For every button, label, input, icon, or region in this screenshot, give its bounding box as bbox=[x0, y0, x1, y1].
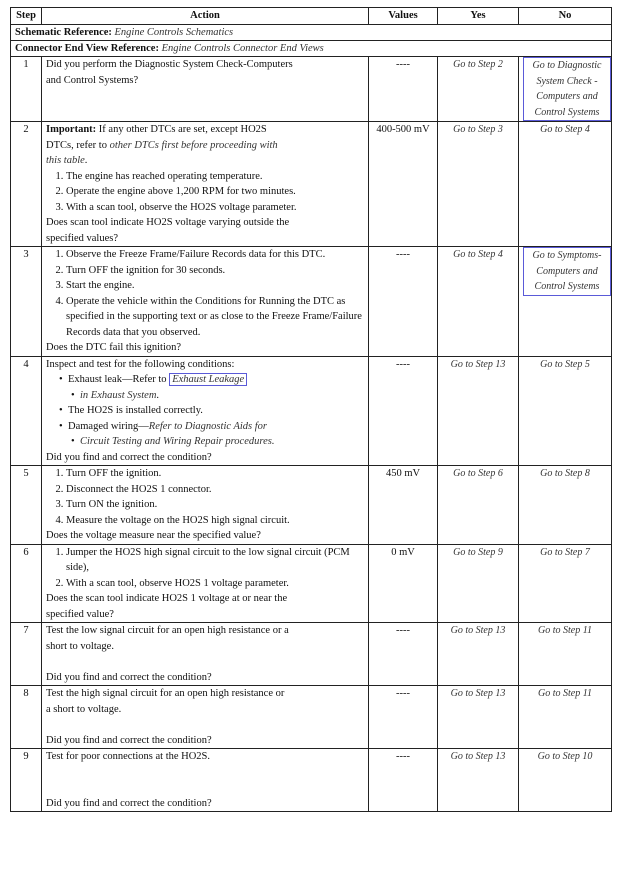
no-goto-link[interactable]: Go to Step 7 bbox=[540, 546, 590, 558]
no-goto-link[interactable]: Go to Step 8 bbox=[540, 468, 590, 479]
no-cell bbox=[519, 686, 612, 749]
step-row-3 bbox=[11, 247, 612, 357]
yes-goto-link[interactable]: Go to Step 2 bbox=[453, 59, 503, 70]
intro-line: Inspect and test for the following conditions: bbox=[46, 358, 235, 370]
question-line: specified value? bbox=[46, 608, 114, 620]
schematic-reference-link[interactable]: Engine Controls Schematics bbox=[114, 27, 234, 38]
important-italic: this table bbox=[46, 155, 85, 166]
procedure-list bbox=[46, 247, 364, 340]
yes-goto-link[interactable]: Go to Step 9 bbox=[453, 546, 503, 558]
no-cell bbox=[519, 749, 612, 812]
question-line: Did you find and correct the condition? bbox=[46, 451, 212, 463]
yes-cell bbox=[438, 686, 519, 749]
test-line: Test the low signal circuit for an open high resistance or a bbox=[46, 625, 289, 636]
no-cell bbox=[519, 466, 612, 545]
step-action bbox=[42, 544, 369, 623]
question-line: specified values? bbox=[46, 232, 119, 244]
procedure-item: 1. Observe the Freeze Frame/Failure Records data for this DTC. bbox=[66, 247, 364, 263]
important-text: If any other DTCs are set, except HO2S bbox=[98, 124, 267, 135]
no-goto-link[interactable]: Go to Diagnostic System Check - Computers and Control Systems bbox=[523, 57, 611, 121]
step-row-9 bbox=[11, 749, 612, 812]
question-line: Did you find and correct the condition? bbox=[46, 671, 212, 683]
header-values: Values bbox=[369, 8, 438, 25]
schematic-reference-row bbox=[11, 25, 612, 41]
no-goto-link[interactable]: Go to Step 10 bbox=[537, 751, 593, 762]
step-action bbox=[42, 623, 369, 686]
diagnostic-table bbox=[10, 7, 612, 812]
condition-text: Exhaust leak—Refer to bbox=[68, 374, 167, 385]
step-row-6 bbox=[11, 544, 612, 623]
header-row bbox=[11, 8, 612, 25]
step-value: ---- bbox=[369, 356, 438, 466]
important-text: DTCs, refer to bbox=[46, 139, 107, 151]
condition-list bbox=[46, 372, 364, 450]
connector-reference-label: Connector End View Reference: bbox=[15, 43, 159, 54]
test-line: Test for poor connections at the HO2S. bbox=[46, 751, 211, 762]
step-row-4 bbox=[11, 356, 612, 466]
step-row-7 bbox=[11, 623, 612, 686]
yes-cell bbox=[438, 247, 519, 357]
step-action bbox=[42, 247, 369, 357]
yes-goto-link[interactable]: Go to Step 3 bbox=[453, 124, 503, 135]
procedure-list bbox=[46, 169, 364, 216]
step-action bbox=[42, 57, 369, 122]
step-number: 6 bbox=[11, 544, 42, 623]
step-number: 9 bbox=[11, 749, 42, 812]
condition-dot: . bbox=[156, 389, 160, 401]
procedure-item: 2. Turn OFF the ignition for 30 seconds. bbox=[66, 263, 364, 279]
no-goto-link[interactable]: Go to Step 11 bbox=[538, 625, 592, 636]
schematic-reference-label: Schematic Reference: bbox=[15, 27, 112, 38]
no-cell bbox=[519, 247, 612, 357]
condition-continuation bbox=[68, 388, 364, 404]
important-note-line bbox=[46, 138, 364, 154]
important-dot: . bbox=[84, 155, 88, 166]
procedure-list bbox=[46, 466, 364, 528]
exhaust-system-link[interactable]: in Exhaust System bbox=[80, 389, 157, 401]
condition-italic: Circuit Testing and Wiring Repair procedures. bbox=[80, 436, 275, 447]
important-note bbox=[46, 122, 364, 138]
step-value: 0 mV bbox=[369, 544, 438, 623]
no-cell bbox=[519, 57, 612, 122]
yes-cell bbox=[438, 356, 519, 466]
test-line: Test the high signal circuit for an open high resistance or bbox=[46, 688, 285, 699]
procedure-item: 1. Jumper the HO2S high signal circuit to the low signal circuit (PCM side), bbox=[66, 545, 364, 576]
procedure-item: 1. The engine has reached operating temperature. bbox=[66, 169, 364, 185]
condition-item: • The HO2S is installed correctly. bbox=[68, 403, 364, 419]
question-line: Does the scan tool indicate HO2S 1 voltage at or near the bbox=[46, 593, 288, 604]
procedure-item: 3. With a scan tool, observe the HO2S voltage parameter. bbox=[66, 200, 364, 216]
no-goto-link[interactable]: Go to Step 4 bbox=[540, 124, 590, 135]
yes-goto-link[interactable]: Go to Step 13 bbox=[450, 751, 506, 762]
yes-cell bbox=[438, 623, 519, 686]
header-step: Step bbox=[11, 8, 42, 25]
question-line: Did you find and correct the condition? bbox=[46, 797, 212, 809]
step-action bbox=[42, 749, 369, 812]
no-cell bbox=[519, 544, 612, 623]
procedure-item: 2. With a scan tool, observe HO2S 1 voltage parameter. bbox=[66, 576, 364, 592]
step-number: 8 bbox=[11, 686, 42, 749]
test-line: short to voltage. bbox=[46, 640, 114, 652]
yes-cell bbox=[438, 466, 519, 545]
condition-italic: Refer to Diagnostic Aids for bbox=[148, 420, 267, 432]
question-line: Does scan tool indicate HO2S voltage varying outside the bbox=[46, 217, 290, 228]
procedure-item: 4. Measure the voltage on the HO2S high signal circuit. bbox=[66, 513, 364, 529]
step-number: 5 bbox=[11, 466, 42, 545]
procedure-item: 2. Operate the engine above 1,200 RPM for two minutes. bbox=[66, 184, 364, 200]
yes-goto-link[interactable]: Go to Step 13 bbox=[450, 625, 506, 636]
connector-reference bbox=[11, 41, 612, 57]
procedure-item: 3. Start the engine. bbox=[66, 278, 364, 294]
condition-continuation bbox=[68, 434, 364, 450]
question-line: Did you find and correct the condition? bbox=[46, 734, 212, 746]
exhaust-leakage-link[interactable]: Exhaust Leakage bbox=[169, 373, 247, 386]
step-number: 7 bbox=[11, 623, 42, 686]
connector-reference-row bbox=[11, 41, 612, 57]
step-value: ---- bbox=[369, 623, 438, 686]
connector-reference-link[interactable]: Engine Controls Connector End Views bbox=[161, 43, 324, 54]
no-cell bbox=[519, 356, 612, 466]
yes-goto-link[interactable]: Go to Step 13 bbox=[450, 358, 506, 370]
yes-cell bbox=[438, 749, 519, 812]
step-row-1 bbox=[11, 57, 612, 122]
step-number: 4 bbox=[11, 356, 42, 466]
procedure-item: 3. Turn ON the ignition. bbox=[66, 497, 364, 513]
procedure-item: 2. Disconnect the HO2S 1 connector. bbox=[66, 482, 364, 498]
step-action bbox=[42, 356, 369, 466]
step-number: 3 bbox=[11, 247, 42, 357]
step-row-5 bbox=[11, 466, 612, 545]
step-action bbox=[42, 686, 369, 749]
step-row-8 bbox=[11, 686, 612, 749]
step-value: ---- bbox=[369, 749, 438, 812]
no-goto-link[interactable]: Go to Step 5 bbox=[540, 358, 590, 370]
yes-cell bbox=[438, 57, 519, 122]
step-value: ---- bbox=[369, 686, 438, 749]
step-value: 400-500 mV bbox=[369, 122, 438, 247]
step-number: 1 bbox=[11, 57, 42, 122]
no-cell bbox=[519, 623, 612, 686]
step-row-2 bbox=[11, 122, 612, 247]
step-value: ---- bbox=[369, 57, 438, 122]
step-value: ---- bbox=[369, 247, 438, 357]
important-label: Important: bbox=[46, 124, 97, 135]
yes-goto-link[interactable]: Go to Step 6 bbox=[453, 468, 503, 479]
important-italic: other DTCs first before proceeding with bbox=[109, 139, 278, 151]
condition-item bbox=[68, 372, 364, 388]
important-note-line bbox=[46, 153, 364, 169]
test-line: a short to voltage. bbox=[46, 703, 122, 715]
no-goto-link[interactable]: Go to Step 11 bbox=[538, 688, 592, 699]
step-action bbox=[42, 466, 369, 545]
yes-cell bbox=[438, 122, 519, 247]
procedure-item: 1. Turn OFF the ignition. bbox=[66, 466, 364, 482]
question-line: Does the DTC fail this ignition? bbox=[46, 342, 182, 353]
procedure-list bbox=[46, 545, 364, 592]
yes-goto-link[interactable]: Go to Step 4 bbox=[453, 249, 503, 260]
condition-text: Damaged wiring— bbox=[68, 420, 149, 432]
condition-item bbox=[68, 419, 364, 435]
header-action: Action bbox=[42, 8, 369, 25]
step-action bbox=[42, 122, 369, 247]
no-cell bbox=[519, 122, 612, 247]
question-line: and Control Systems? bbox=[46, 74, 139, 86]
procedure-item: 4. Operate the vehicle within the Conditions for Running the DTC as specified in the supporting text or as close to the Freeze Frame/Failure Records data that you observed. bbox=[66, 294, 364, 341]
question-line: Does the voltage measure near the specified value? bbox=[46, 530, 261, 541]
yes-goto-link[interactable]: Go to Step 13 bbox=[450, 688, 506, 699]
step-value: 450 mV bbox=[369, 466, 438, 545]
header-yes: Yes bbox=[438, 8, 519, 25]
header-no: No bbox=[519, 8, 612, 25]
no-goto-link[interactable]: Go to Symptoms-Computers and Control Systems bbox=[523, 247, 611, 296]
step-number: 2 bbox=[11, 122, 42, 247]
question-line: Did you perform the Diagnostic System Check-Computers bbox=[46, 59, 293, 70]
yes-cell bbox=[438, 544, 519, 623]
schematic-reference bbox=[11, 25, 612, 41]
